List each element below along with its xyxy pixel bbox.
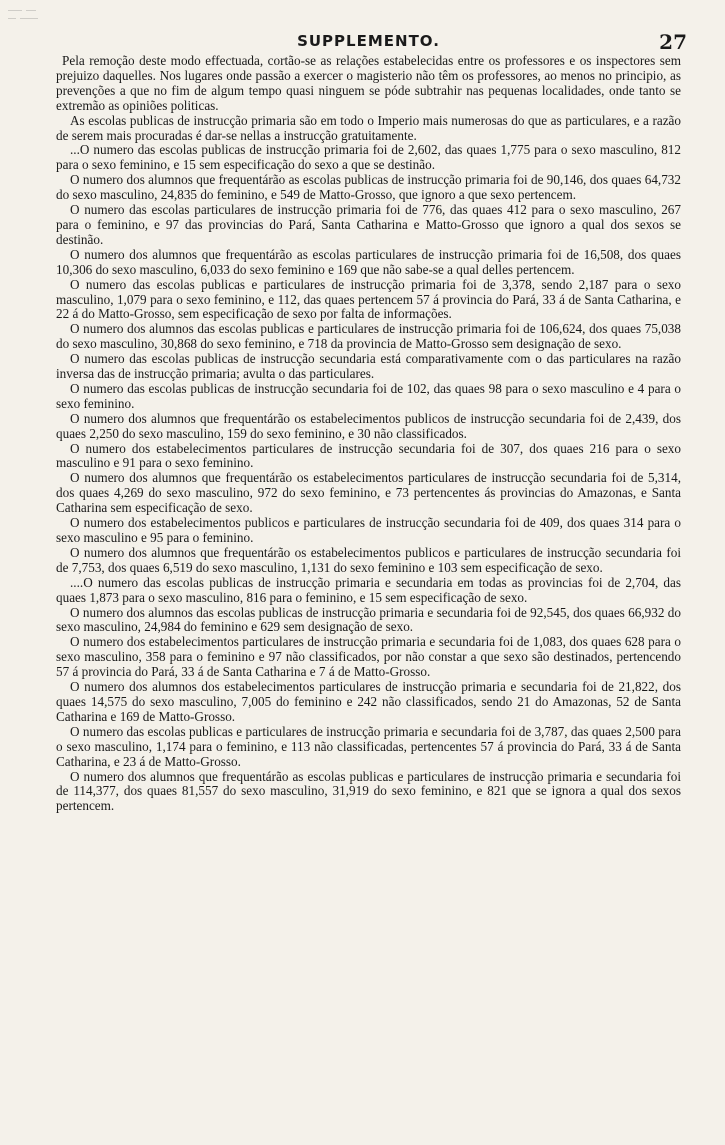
paragraph: ...O numero das escolas publicas de instrucção primaria foi de 2,602, das quaes 1,775 para o sexo masculino, 812 para o sexo feminino, e 15 sem especificação do sexo a que se destinão. [56,142,681,173]
paragraph: ....O numero das escolas publicas de instrucção primaria e secundaria em todas as provincias foi de 2,704, das quaes 1,873 para o sexo masculino, 816 para o feminino, e 15 sem especificação de sexo. [56,574,681,605]
page-header [56,28,687,54]
body-text [56,54,681,814]
paragraph: As escolas publicas de instrucção primaria são em todo o Imperio mais numerosas do que as particulares, e a razão de serem mais procuradas é dar-se nellas a instrucção gratuitamente. [56,112,681,143]
paragraph: O numero dos alumnos que frequentárão as escolas publicas e particulares de instrucção primaria e secundaria foi de 114,377, dos quaes 81,557 do sexo masculino, 31,919 do sexo feminino, e 821 que se ignora a qual dos sexos pertencem. [56,768,681,814]
paragraph: O numero dos estabelecimentos particulares de instrucção secundaria foi de 307, dos quaes 216 para o sexo masculino e 91 para o sexo feminino. [56,440,681,471]
paragraph: O numero dos alumnos que frequentárão os estabelecimentos publicos de instrucção secundaria foi de 2,439, dos quaes 2,250 do sexo masculino, 159 do sexo feminino, e 30 não classificados. [56,410,681,441]
paragraph: O numero dos estabelecimentos publicos e particulares de instrucção secundaria foi de 409, dos quaes 314 para o sexo masculino e 95 para o feminino. [56,515,681,545]
paragraph: O numero dos alumnos que frequentárão os estabelecimentos particulares de instrucção secundaria foi de 5,314, dos quaes 4,269 do sexo masculino, 972 do sexo feminino, e 73 pertencentes ás provincias do Amazonas, e Santa Catharina sem especificação de sexo. [56,470,681,516]
paragraph: O numero das escolas particulares de instrucção primaria foi de 776, das quaes 412 para o sexo masculino, 267 para o feminino, e 97 das provincias do Pará, Santa Catharina e Matto-Grosso que ignoro a qual dos sexos se destinão. [56,202,681,247]
paragraph: O numero das escolas publicas e particulares de instrucção primaria e secundaria foi de 3,787, das quaes 2,500 para o sexo masculino, 1,174 para o feminino, e 113 não classificadas, pertencentes 57 á provincia do Pará, 33 á de Santa Catharina, e 23 á de Matto-Grosso. [56,723,681,769]
paragraph: O numero dos alumnos das escolas publicas e particulares de instrucção primaria foi de 106,624, dos quaes 75,038 do sexo masculino, 30,868 do sexo feminino, e 718 da provincia de Matto-Grosso sem designação de sexo. [56,321,681,352]
paragraph: O numero dos alumnos que frequentárão as escolas publicas de instrucção primaria foi de 90,146, dos quaes 64,732 do sexo masculino, 24,835 do feminino, e 549 de Matto-Grosso, que ignoro a que sexo pertencem. [56,172,681,203]
paragraph: O numero dos estabelecimentos particulares de instrucção primaria e secundaria foi de 1,083, dos quaes 628 para o sexo masculino, 358 para o feminino e 97 não classificados, por não constar a que sexo são destinados, pertencendo 57 á provincia do Pará, 33 á de Santa Catharina e 7 á de Matto-Grosso. [56,634,681,680]
paragraph: O numero das escolas publicas de instrucção secundaria está comparativamente com o das particulares na razão inversa das de instrucção primaria; avulta o das particulares. [56,351,681,382]
paragraph: O numero dos alumnos dos estabelecimentos particulares de instrucção primaria e secundaria foi de 21,822, dos quaes 14,575 do sexo masculino, 7,005 do feminino e 242 não classificados, sendo 21 do Amazonas, 52 de Santa Catharina e 169 de Matto-Grosso. [56,679,681,724]
paragraph: O numero dos alumnos que frequentárão os estabelecimentos publicos e particulares de instrucção secundaria foi de 7,753, dos quaes 6,519 do sexo masculino, 1,131 do sexo feminino e 103 sem especificação de sexo. [56,544,681,575]
margin-stain [6,6,46,36]
paragraph: O numero das escolas publicas e particulares de instrucção primaria foi de 3,378, sendo 2,187 para o sexo masculino, 1,079 para o sexo feminino, e 112, das quaes pertencem 57 á provincia do Pará, 33 á de Santa Catharina, e 22 á do Matto-Grosso, sem especificação de sexo por falta de informações. [56,276,681,322]
page-number: 27 [659,30,687,54]
paragraph: O numero dos alumnos que frequentárão as escolas particulares de instrucção primaria foi de 16,508, dos quaes 10,306 do sexo masculino, 6,033 do sexo feminino e 169 que não sabe-se a qual delles pertencem. [56,246,681,277]
paragraph: Pela remoção deste modo effectuada, cortão-se as relações estabelecidas entre os professores e os inspectores sem prejuizo daquelles. Nos lugares onde passão a exercer o magisterio não têm os professores, ao menos no principio, as prevenções a que no fim de algum tempo quasi ninguem se póde subtrahir nas pequenas localidades, onde tanto se extremão as opiniões politicas. [56,53,681,113]
running-title: SUPPLEMENTO. [297,32,440,50]
paragraph: O numero dos alumnos das escolas publicas de instrucção primaria e secundaria foi de 92,545, dos quaes 66,932 do sexo masculino, 24,984 do feminino e 629 sem designação de sexo. [56,604,681,635]
paragraph: O numero das escolas publicas de instrucção secundaria foi de 102, das quaes 98 para o sexo masculino e 4 para o sexo feminino. [56,380,681,411]
